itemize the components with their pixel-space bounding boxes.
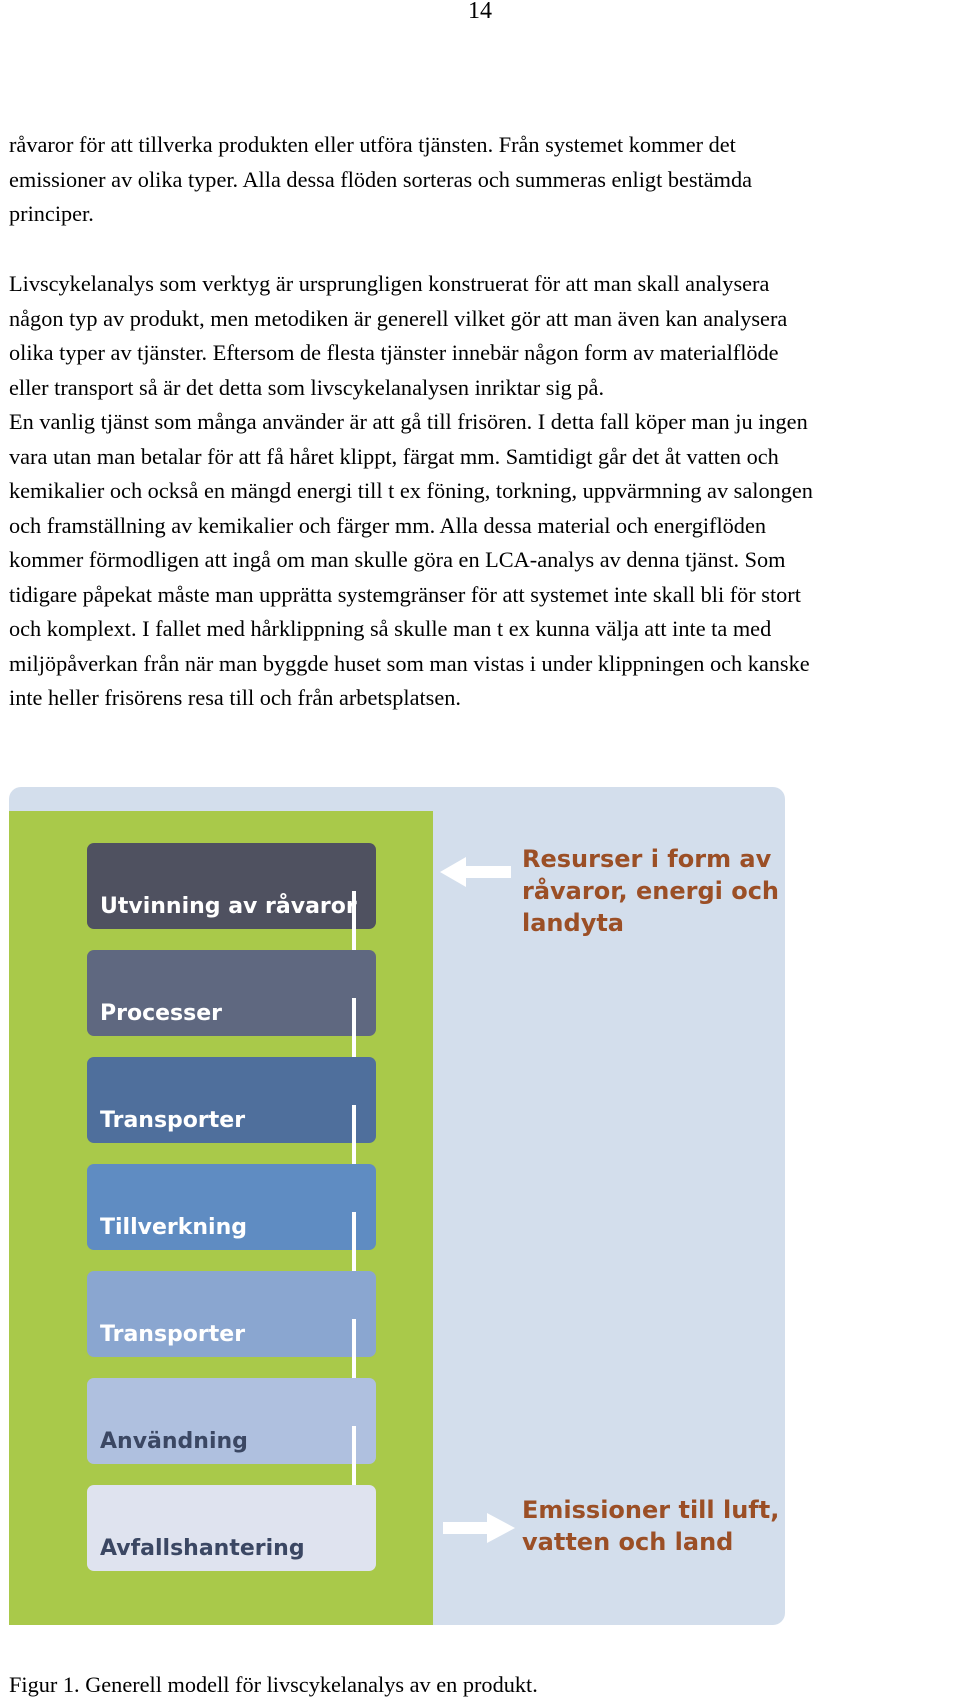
text-line: eller transport så är det detta som livscykelanalysen inriktar sig på. [9, 374, 605, 400]
input-label-line: Resurser i form av [522, 845, 772, 873]
input-label-line: råvaror, energi och [522, 877, 780, 905]
text-line: kommer förmodligen att ingå om man skulle göra en LCA-analys av denna tjänst. Som [9, 547, 786, 572]
stage-label: Utvinning av råvaror [100, 894, 357, 919]
text-line: miljöpåverkan från när man byggde huset som man vistas i under klippningen och kanske [9, 650, 810, 676]
input-label-line: landyta [522, 909, 624, 937]
text-line: Livscykelanalys som verktyg är ursprungligen konstruerat för att man skall analysera [9, 271, 770, 296]
text-line: någon typ av produkt, men metodiken är generell vilket gör att man även kan analysera [9, 305, 788, 331]
text-line: principer. [9, 201, 94, 226]
text-line: olika typer av tjänster. Eftersom de flesta tjänster innebär någon form av materialflöde [9, 340, 779, 365]
text-line: inte heller frisörens resa till och från arbetsplatsen. [9, 685, 461, 710]
text-line: råvaror för att tillverka produkten eller utföra tjänsten. Från systemet kommer det [9, 132, 736, 157]
stage-label: Transporter [100, 1108, 246, 1133]
stage-label: Avfallshantering [100, 1536, 305, 1561]
paragraph-1 [9, 128, 954, 232]
output-label-line: Emissioner till luft, [522, 1496, 780, 1524]
stage-label: Tillverkning [100, 1215, 247, 1240]
output-label-line: vatten och land [522, 1528, 734, 1556]
stage-label: Transporter [100, 1322, 246, 1347]
stage-label: Processer [100, 1001, 223, 1026]
stage-label: Användning [100, 1429, 248, 1454]
figure-caption: Figur 1. Generell modell för livscykelanalys av en produkt. [9, 1672, 538, 1697]
page-number: 14 [468, 0, 492, 24]
lca-figure [9, 787, 785, 1625]
text-line: och framställning av kemikalier och färger mm. Alla dessa material och energiflöden [9, 512, 767, 538]
text-line: tidigare påpekat måste man upprätta systemgränser för att systemet inte skall bli för stort [9, 581, 801, 607]
text-line: vara utan man betalar för att få håret klippt, färgat mm. Samtidigt går det åt vatten och [9, 443, 779, 469]
paragraph-3 [9, 405, 954, 716]
text-line: emissioner av olika typer. Alla dessa flöden sorteras och summeras enligt bestämda [9, 166, 753, 192]
text-line: och komplext. I fallet med hårklippning så skulle man t ex kunna välja att inte ta med [9, 616, 772, 641]
paragraph-2 [9, 267, 954, 405]
text-line: En vanlig tjänst som många använder är att gå till frisören. I detta fall köper man ju ingen [9, 409, 808, 434]
text-line: kemikalier och också en mängd energi till t ex föning, torkning, uppvärmning av salongen [9, 478, 813, 503]
lca-diagram [9, 787, 785, 1625]
